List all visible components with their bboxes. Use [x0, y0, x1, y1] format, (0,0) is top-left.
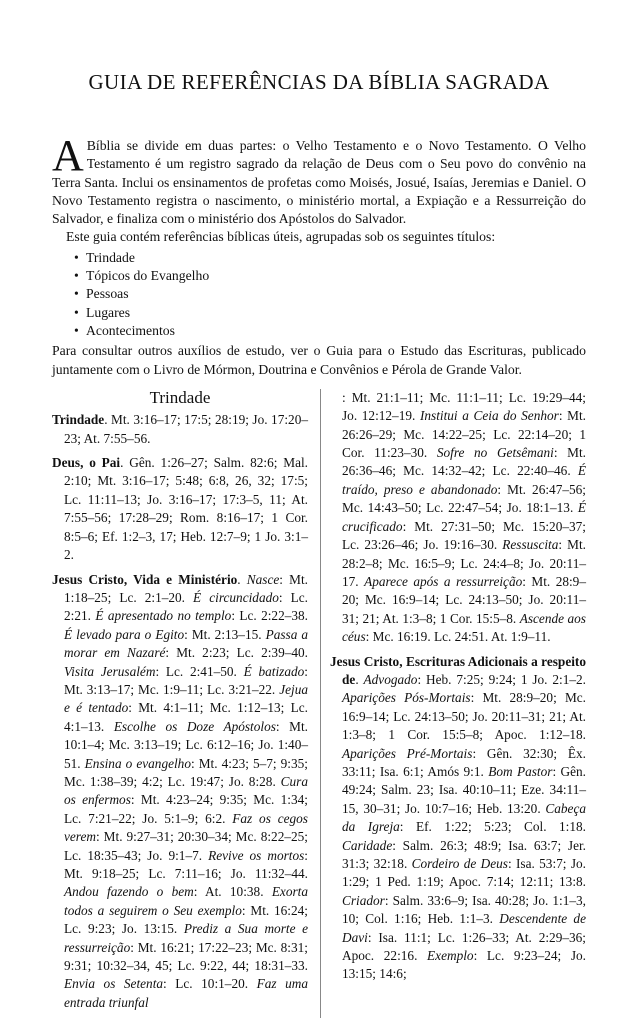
bullet-icon: • [74, 304, 79, 320]
column-divider [320, 389, 321, 1018]
two-column-body [52, 389, 586, 1018]
topic-item: • Acontecimentos [74, 322, 586, 340]
entry-jesus-cristo-escrituras: Jesus Cristo, Escrituras Adicionais a respeito de. Advogado: Heb. 7:25; 9:24; 1 Jo. 2:1–2. Aparições Pós-Mortais: Mt. 28:9–20; Mc. 16:9–14; Lc. 24:13–50; Jo. 20:11–31; 21; At. 1:3–8; 1 Cor. 15:5–8; Apoc. 1:12–18. Aparições Pré-Mortais: Gên. 32:30; Êx. 33:11; Isa. 6:1; Amós 9:1. Bom Pastor: Gên. 49:24; Salm. 23; Isa. 40:10–11; Eze. 34:11–15, 30–31; Jo. 10:7–16; Heb. 13:20. Cabeça da Igreja: Ef. 1:22; 5:23; Col. 1:18. Caridade: Salm. 26:3; 48:9; Isa. 63:7; Jer. 31:3; 32:18. Cordeiro de Deus: Isa. 53:7; Jo. 1:29; 1 Ped. 1:19; Apoc. 7:14; 12:11; 13:8. Criador: Salm. 33:6–9; Isa. 40:28; Jo. 1:1–3, 10; Col. 1:16; Heb. 1:1–3. Descendente de Davi: Isa. 11:1; Lc. 1:26–33; At. 2:29–36; Apoc. 22:16. Exemplo: Lc. 9:23–24; Jo. 13:15; 14:6; [330, 653, 587, 982]
entry-jesus-cristo-vida: Jesus Cristo, Vida e Ministério. Nasce: Mt. 1:18–25; Lc. 2:1–20. É circuncidado: Lc. 2:21. É apresentado no templo: Lc. 2:22–38. É levado para o Egito: Mt. 2:13–15. Passa a morar em Nazaré: Mt. 2:23; Lc. 2:39–40. Visita Jerusalém: Lc. 2:41–50. É batizado: Mt. 3:13–17; Mc. 1:9–11; Lc. 3:21–22. Jejua e é tentado: Mt. 4:1–11; Mc. 1:12–13; Lc. 4:1–13. Escolhe os Doze Apóstolos: Mt. 10:1–4; Mc. 3:13–19; Lc. 6:12–16; Jo. 1:40–51. Ensina o evangelho: Mt. 4:23; 5–7; 9:35; Mc. 1:38–39; 4:2; Lc. 19:47; Jo. 8:28. Cura os enfermos: Mt. 4:23–24; 9:35; Mc. 1:34; Lc. 7:21–22; Jo. 5:1–9; 6:2. Faz os cegos verem: Mt. 9:27–31; 20:30–34; Mc. 8:22–25; Lc. 18:35–43; Jo. 9:1–7. Revive os mortos: Mt. 9:18–25; Lc. 7:11–16; Jo. 11:32–44. Andou fazendo o bem: At. 10:38. Exorta todos a seguirem o Seu exemplo: Mt. 16:24; Lc. 9:23; Jo. 13:15. Prediz a Sua morte e ressurreição: Mt. 16:21; 17:22–23; Mc. 8:31; 9:31; 10:32–34, 45; Lc. 9:22, 44; 18:31–33. Envia os Setenta: Lc. 10:1–20. Faz uma entrada triunfal [52, 571, 309, 1010]
intro-text: Bíblia se divide em duas partes: o Velho Testamento e o Novo Testamento. O Velho Testamento é um registro sagrado da relação de Deus com o Seu povo do convênio na Terra Santa. Inclui os ensinamentos de profetas como Moisés, Josué, Isaías, Jeremias e Daniel. O Novo Testamento registra o nascimento, o ministério mortal, a Expiação e a Ressurreição do Salvador, e finaliza com o ministério dos Apóstolos do Salvador. [52, 138, 586, 227]
entry-deus-pai: Deus, o Pai. Gên. 1:26–27; Salm. 82:6; Mal. 2:10; Mt. 3:16–17; 5:48; 6:8, 26, 32; 17:5; Lc. 11:11–13; Jo. 3:16–17; 17:3–5, 11; At. 7:55–56; 17:28–29; Rom. 8:16–17; 1 Cor. 8:5–6; Ef. 1:2–3, 17; Heb. 12:7–9; 1 Jo. 3:1–2. [52, 455, 308, 563]
topic-item: • Tópicos do Evangelho [74, 267, 586, 285]
intro [52, 131, 586, 379]
section-title: Trindade [149, 387, 211, 407]
entry-jesus-cristo-vida-cont: : Mt. 21:1–11; Mc. 11:1–11; Lc. 19:29–44; Jo. 12:12–19. Institui a Ceia do Senhor: Mt. 26:26–29; Mc. 14:22–25; Lc. 22:14–20; 1 Cor. 11:23–30. Sofre no Getsêmani: Mt. 26:36–46; Mc. 14:32–42; Lc. 22:40–46. É traído, preso e abandonado: Mt. 26:47–56; Mc. 14:43–50; Lc. 22:47–54; Jo. 18:1–13. É crucificado: Mt. 27:31–50; Mc. 15:20–37; Lc. 23:26–46; Jo. 19:16–30. Ressuscita: Mt. 28:2–8; Mc. 16:5–9; Lc. 24:4–8; Jo. 20:11–17. Aparece após a ressurreição: Mt. 28:9–20; Mc. 16:9–14; Lc. 24:13–50; Jo. 20:11–31; 21; At. 1:3–8; 1 Cor. 15:5–8. Ascende aos céus: Mc. 16:19. Lc. 24:51. At. 1:9–11. [342, 389, 586, 645]
drop-cap: A [52, 131, 84, 180]
bullet-icon: • [74, 286, 79, 302]
bullet-icon: • [74, 249, 79, 265]
topic-item: • Lugares [74, 304, 586, 322]
guide-description: Este guia contém referências bíblicas úteis, agrupadas sob os seguintes títulos: [66, 229, 496, 245]
right-column [330, 389, 586, 1018]
intro-paragraph [52, 131, 586, 228]
study-aids-note: Para consultar outros auxílios de estudo, ver o Guia para o Estudo das Escrituras, publicado juntamente com o Livro de Mórmon, Doutrina e Convênios e Pérola de Grande Valor. [52, 343, 586, 377]
left-column [52, 389, 308, 1018]
entrada-triunfal-start: Faz uma entrada triunfal [64, 976, 308, 1010]
page-title: GUIA DE REFERÊNCIAS DA BÍBLIA SAGRADA [88, 70, 550, 94]
entry-trindade: Trindade. Mt. 3:16–17; 17:5; 28:19; Jo. 17:20–23; At. 7:55–56. [52, 412, 308, 446]
topic-item: • Pessoas [74, 285, 586, 303]
bullet-icon: • [74, 268, 79, 284]
topic-item: • Trindade [74, 249, 586, 267]
topic-list [52, 249, 586, 340]
bullet-icon: • [74, 322, 79, 338]
